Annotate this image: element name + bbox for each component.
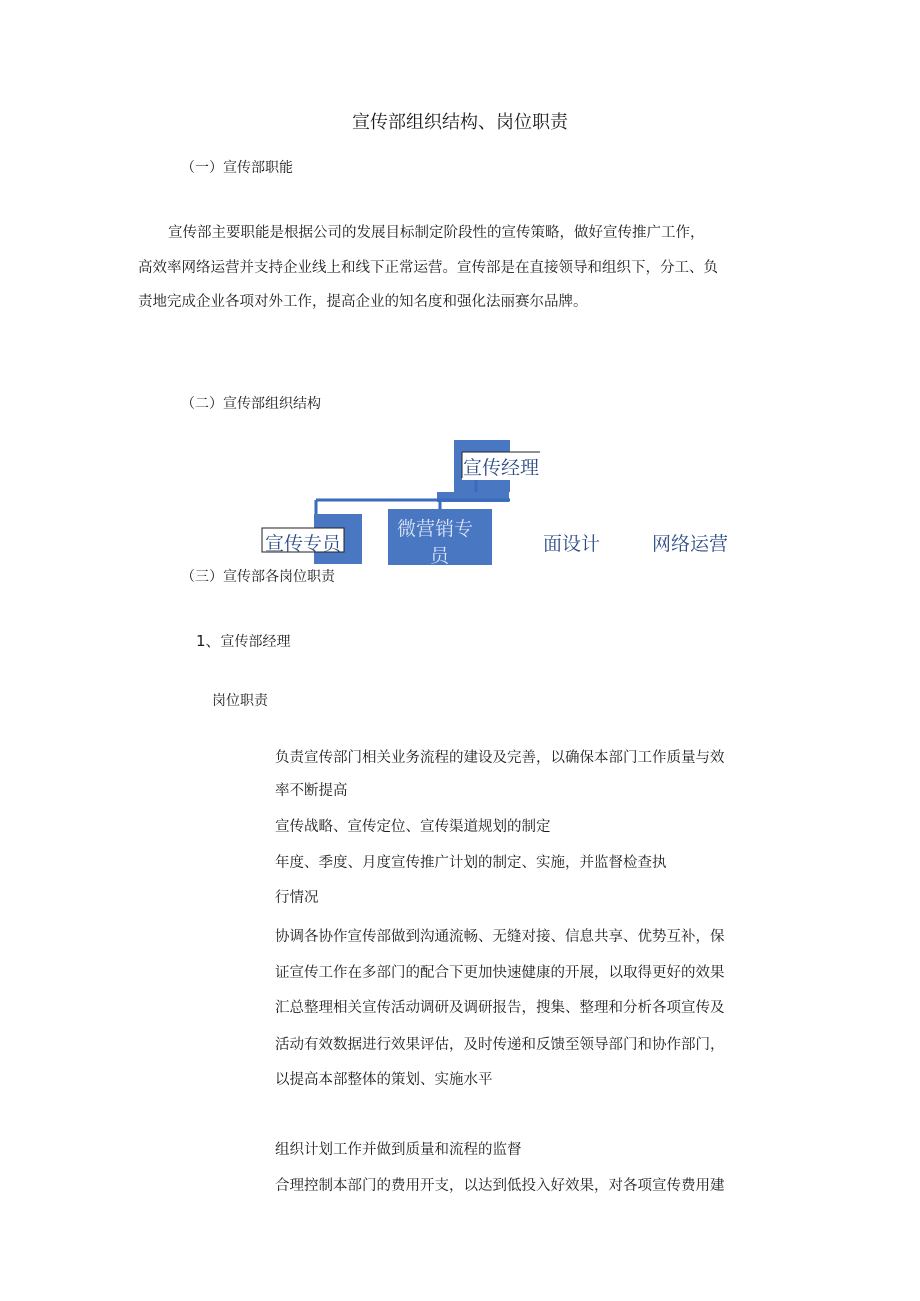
duty-line: 负责宣传部门相关业务流程的建设及完善，以确保本部门工作质量与效	[275, 750, 725, 766]
duty-line: 协调各协作宣传部做到沟通流畅、无缝对接、信息共享、优势互补，保	[275, 929, 725, 945]
duty-line: 活动有效数据进行效果评估，及时传递和反馈至领导部门和协作部门，	[275, 1037, 725, 1053]
org-weimarketing-label-2: 员	[430, 545, 450, 567]
duty-line: 行情况	[275, 890, 319, 906]
item1-heading	[196, 630, 291, 651]
duty-line: 宣传战略、宣传定位、宣传渠道规划的制定	[275, 819, 551, 835]
duty-line: 组织计划工作并做到质量和流程的监督	[275, 1142, 522, 1158]
paragraph-line: 宣传部主要职能是根据公司的发展目标制定阶段性的宣传策略，做好宣传推广工作，	[168, 225, 705, 241]
paragraph-line: 责地完成企业各项对外工作，提高企业的知名度和强化法丽赛尔品牌。	[138, 294, 588, 310]
duty-line: 合理控制本部门的费用开支，以达到低投入好效果，对各项宣传费用建	[275, 1178, 725, 1194]
duty-line: 年度、季度、月度宣传推广计划的制定、实施，并监督检查执	[275, 855, 667, 871]
duty-line: 证宣传工作在多部门的配合下更加快速健康的开展，以取得更好的效果	[275, 965, 725, 981]
org-manager-label: 宣传经理	[463, 457, 540, 479]
item1-number: 1、	[196, 632, 221, 650]
org-staff1-label: 宣传专员	[265, 533, 342, 555]
org-weimarketing-label-1: 微营销专	[397, 518, 474, 540]
section-heading-structure: （二）宣传部组织结构	[181, 396, 321, 412]
duty-line: 率不断提高	[275, 783, 348, 799]
duty-line: 汇总整理相关宣传活动调研及调研报告，搜集、整理和分析各项宣传及	[275, 1000, 725, 1016]
page-title: 宣传部组织结构、岗位职责	[352, 112, 568, 133]
item1-title: 宣传部经理	[220, 634, 291, 650]
duty-label: 岗位职责	[212, 693, 268, 709]
duty-line: 以提高本部整体的策划、实施水平	[275, 1072, 493, 1088]
org-design-label: 面设计	[543, 533, 601, 555]
paragraph-line: 高效率网络运营并支持企业线上和线下正常运营。宣传部是在直接领导和组织下，分工、负	[138, 260, 718, 276]
section-heading-functions: （一）宣传部职能	[181, 160, 293, 176]
org-chart	[0, 0, 920, 580]
org-network-label: 网络运营	[652, 533, 729, 555]
section-heading-duties: （三）宣传部各岗位职责	[181, 569, 335, 585]
